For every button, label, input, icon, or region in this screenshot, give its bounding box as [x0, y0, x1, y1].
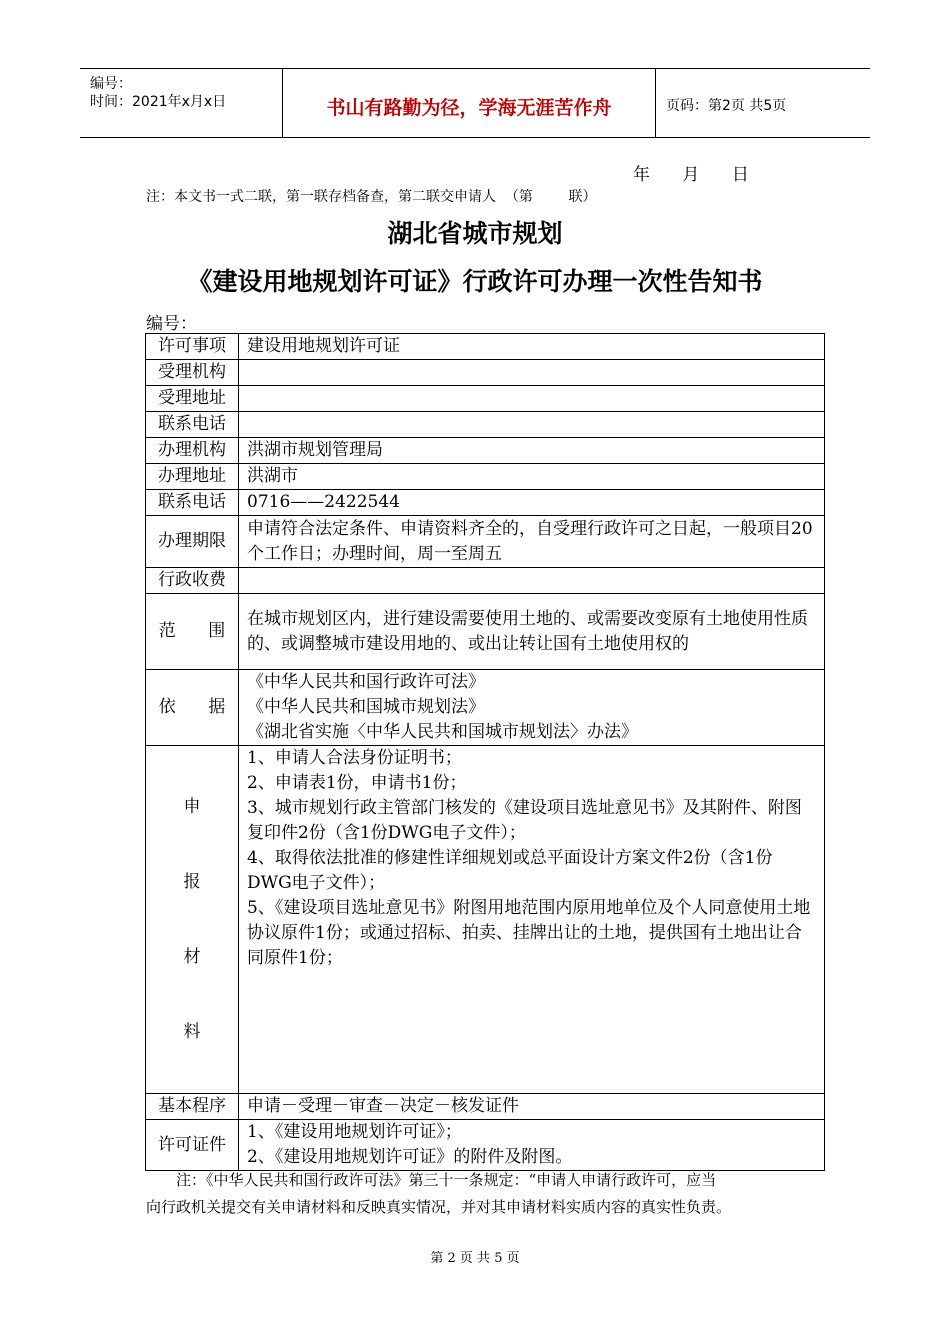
- basis-line: 《中华人民共和国行政许可法》: [247, 672, 485, 692]
- serial-label: 编号：: [90, 76, 132, 92]
- materials-label-char: 申: [183, 796, 201, 817]
- materials-label-char: 材: [183, 946, 201, 967]
- notice-table: [145, 333, 825, 1171]
- row-label: 办理期限: [146, 516, 239, 568]
- page-header: [80, 68, 870, 138]
- row-value: [239, 360, 825, 386]
- copies-note: 注：本文书一式二联，第一联存档备查，第二联交申请人 （第 联）: [146, 189, 597, 205]
- material-line: 5、《建设项目选址意见书》附图用地范围内原用地单位及个人同意使用土地协议原件1份；或通过招标、拍卖、挂牌出让的土地，提供国有土地出让合同原件1份；: [247, 898, 811, 968]
- row-label: 办理地址: [146, 464, 239, 490]
- certificate-line: 1、《建设用地规划许可证》；: [247, 1122, 462, 1142]
- row-label: 受理机构: [146, 360, 239, 386]
- time-label: 时间：2021年x月x日: [90, 94, 227, 110]
- row-value: [239, 670, 825, 746]
- row-label: 联系电话: [146, 490, 239, 516]
- table-row: [146, 334, 825, 360]
- table-row: [146, 516, 825, 568]
- document-title-line2: 《建设用地规划许可证》行政许可办理一次性告知书: [187, 267, 763, 296]
- row-label: 基本程序: [146, 1094, 239, 1120]
- table-row: [146, 568, 825, 594]
- table-row: [146, 594, 825, 670]
- row-value: 申请符合法定条件、申请资料齐全的，自受理行政许可之日起，一般项目20个工作日；办理时间，周一至周五: [239, 516, 825, 568]
- table-row: [146, 490, 825, 516]
- basis-line: 《中华人民共和国城市规划法》: [247, 697, 485, 717]
- row-label: 许可证件: [146, 1120, 239, 1171]
- header-right-cell: [656, 69, 870, 137]
- page-number: 第 2 页 共 5 页: [430, 1251, 520, 1266]
- table-row: [146, 1094, 825, 1120]
- row-value: 在城市规划区内，进行建设需要使用土地的、或需要改变原有土地使用性质的、或调整城市建设用地的、或出让转让国有土地使用权的: [239, 594, 825, 670]
- table-row: [146, 386, 825, 412]
- row-value: 申请－受理－审查－决定－核发证件: [239, 1094, 825, 1120]
- material-line: 4、取得依法批准的修建性详细规划或总平面设计方案文件2份（含1份DWG电子文件）；: [247, 848, 773, 893]
- row-value: 洪湖市规划管理局: [239, 438, 825, 464]
- material-line: 2、申请表1份，申请书1份；: [247, 773, 467, 793]
- row-label: 联系电话: [146, 412, 239, 438]
- row-value: [239, 1120, 825, 1171]
- legal-note-line1: 注：《中华人民共和国行政许可法》第三十一条规定：“申请人申请行政许可，应当: [176, 1171, 717, 1189]
- table-row: [146, 360, 825, 386]
- materials-label-char: 料: [183, 1021, 201, 1042]
- row-value: [239, 568, 825, 594]
- materials-label-char: 报: [183, 871, 201, 892]
- row-value: [239, 412, 825, 438]
- material-line: 1、申请人合法身份证明书；: [247, 748, 462, 768]
- row-value: [239, 386, 825, 412]
- table-row: [146, 464, 825, 490]
- basis-line: 《湖北省实施〈中华人民共和国城市规划法〉办法》: [247, 722, 638, 742]
- row-label: 受理地址: [146, 386, 239, 412]
- table-row: [146, 746, 825, 1094]
- row-label: 办理机构: [146, 438, 239, 464]
- row-value: 建设用地规划许可证: [239, 334, 825, 360]
- date-line: 年 月 日: [633, 165, 749, 185]
- number-label: 编号：: [146, 314, 197, 334]
- header-slogan: 书山有路勤为径，学海无涯苦作舟: [326, 97, 612, 119]
- row-label: 行政收费: [146, 568, 239, 594]
- row-label: 范 围: [146, 594, 239, 670]
- table-row: [146, 412, 825, 438]
- material-line: 3、城市规划行政主管部门核发的《建设项目选址意见书》及其附件、附图复印件2份（含1份DWG电子文件）；: [247, 798, 802, 843]
- row-label: 许可事项: [146, 334, 239, 360]
- certificate-line: 2、《建设用地规划许可证》的附件及附图。: [247, 1147, 573, 1167]
- row-value: [239, 746, 825, 1094]
- legal-note-line2: 向行政机关提交有关申请材料和反映真实情况，并对其申请材料实质内容的真实性负责。: [146, 1198, 732, 1216]
- header-left-cell: [80, 69, 283, 137]
- legal-note: [146, 1167, 826, 1221]
- table-row: [146, 1120, 825, 1171]
- document-title-line1: 湖北省城市规划: [387, 219, 563, 248]
- row-value: 0716——2422544: [239, 490, 825, 516]
- table-row: [146, 438, 825, 464]
- row-label: [146, 746, 239, 1094]
- header-middle-cell: [283, 69, 656, 137]
- row-value: 洪湖市: [239, 464, 825, 490]
- table-row: [146, 670, 825, 746]
- row-label: 依 据: [146, 670, 239, 746]
- page-label: 页码：第2页 共5页: [666, 98, 787, 114]
